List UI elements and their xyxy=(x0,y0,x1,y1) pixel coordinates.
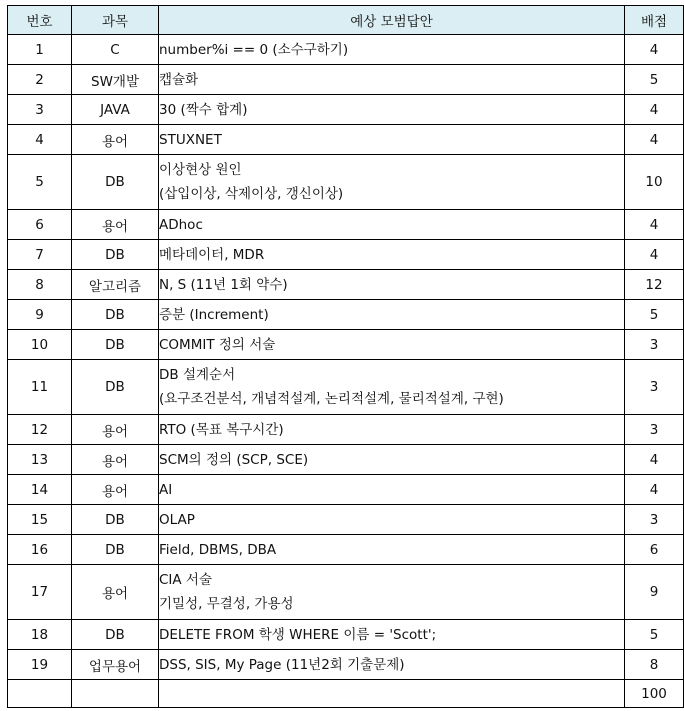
row-number: 15 xyxy=(8,505,72,535)
table-row xyxy=(8,270,684,300)
row-score: 5 xyxy=(625,65,684,95)
answer-line: SCM의 정의 (SCP, SCE) xyxy=(159,451,309,468)
row-subject: DB xyxy=(72,535,159,565)
row-score: 9 xyxy=(625,565,684,620)
row-number: 7 xyxy=(8,240,72,270)
table-row xyxy=(8,240,684,270)
row-subject: DB xyxy=(72,240,159,270)
row-number: 4 xyxy=(8,125,72,155)
row-answer xyxy=(159,505,625,535)
row-answer xyxy=(159,360,625,415)
row-answer xyxy=(159,35,625,65)
row-answer xyxy=(159,475,625,505)
row-answer xyxy=(159,210,625,240)
row-number: 9 xyxy=(8,300,72,330)
answer-line: DELETE FROM 학생 WHERE 이름 = 'Scott'; xyxy=(159,626,437,643)
row-score: 4 xyxy=(625,240,684,270)
answer-line: DSS, SIS, My Page (11년2회 기출문제) xyxy=(159,656,405,673)
row-number: 3 xyxy=(8,95,72,125)
header-subject: 과목 xyxy=(72,6,159,35)
row-number: 18 xyxy=(8,620,72,650)
row-score: 3 xyxy=(625,415,684,445)
total-row xyxy=(8,680,684,708)
answer-line: 30 (짝수 합계) xyxy=(159,101,248,118)
row-number: 19 xyxy=(8,650,72,680)
row-score: 4 xyxy=(625,35,684,65)
row-subject: SW개발 xyxy=(72,65,159,95)
answer-line: 캡슐화 xyxy=(159,71,199,88)
row-number: 2 xyxy=(8,65,72,95)
row-score: 5 xyxy=(625,620,684,650)
row-number: 6 xyxy=(8,210,72,240)
row-answer xyxy=(159,240,625,270)
answer-line: (삽입이상, 삭제이상, 갱신이상) xyxy=(159,186,344,202)
table-row xyxy=(8,65,684,95)
row-number: 14 xyxy=(8,475,72,505)
row-score: 3 xyxy=(625,505,684,535)
row-number: 8 xyxy=(8,270,72,300)
table-row xyxy=(8,535,684,565)
row-answer xyxy=(159,330,625,360)
header-score: 배점 xyxy=(625,6,684,35)
row-subject: JAVA xyxy=(72,95,159,125)
answer-line: RTO (목표 복구시간) xyxy=(159,421,284,438)
answer-line: 증분 (Increment) xyxy=(159,306,269,323)
table-row xyxy=(8,415,684,445)
row-subject: DB xyxy=(72,330,159,360)
row-score: 12 xyxy=(625,270,684,300)
answer-line: number%i == 0 (소수구하기) xyxy=(159,41,349,58)
row-answer xyxy=(159,95,625,125)
row-score: 4 xyxy=(625,445,684,475)
row-answer xyxy=(159,300,625,330)
row-score: 10 xyxy=(625,155,684,210)
row-answer xyxy=(159,620,625,650)
answer-line: ADhoc xyxy=(159,216,203,233)
table-row xyxy=(8,650,684,680)
row-score: 5 xyxy=(625,300,684,330)
row-subject: 용어 xyxy=(72,475,159,505)
answer-line: OLAP xyxy=(159,511,195,528)
row-score: 4 xyxy=(625,125,684,155)
row-answer xyxy=(159,415,625,445)
answer-table xyxy=(7,5,684,708)
table-row xyxy=(8,35,684,65)
answer-line: COMMIT 정의 서술 xyxy=(159,336,276,353)
row-subject: 용어 xyxy=(72,125,159,155)
row-number: 12 xyxy=(8,415,72,445)
row-answer xyxy=(159,650,625,680)
table-row xyxy=(8,620,684,650)
row-score: 3 xyxy=(625,360,684,415)
row-subject: 용어 xyxy=(72,415,159,445)
row-number: 11 xyxy=(8,360,72,415)
row-answer xyxy=(159,535,625,565)
row-number: 13 xyxy=(8,445,72,475)
row-subject: DB xyxy=(72,300,159,330)
total-subject-cell xyxy=(72,680,159,708)
total-answer-cell xyxy=(159,680,625,708)
row-subject: DB xyxy=(72,620,159,650)
row-subject: DB xyxy=(72,505,159,535)
row-number: 16 xyxy=(8,535,72,565)
table-row xyxy=(8,300,684,330)
table-row xyxy=(8,210,684,240)
table-row xyxy=(8,155,684,210)
answer-line: 메타데이터, MDR xyxy=(159,246,265,263)
row-answer xyxy=(159,155,625,210)
row-score: 4 xyxy=(625,210,684,240)
header-answer: 예상 모범답안 xyxy=(159,6,625,35)
row-number: 1 xyxy=(8,35,72,65)
row-score: 6 xyxy=(625,535,684,565)
row-subject: 알고리즘 xyxy=(72,270,159,300)
row-subject: 업무용어 xyxy=(72,650,159,680)
row-subject: 용어 xyxy=(72,210,159,240)
header-no: 번호 xyxy=(8,6,72,35)
row-subject: DB xyxy=(72,360,159,415)
answer-line: N, S (11년 1회 약수) xyxy=(159,276,288,293)
table-row xyxy=(8,445,684,475)
table-row xyxy=(8,125,684,155)
row-answer xyxy=(159,565,625,620)
row-number: 10 xyxy=(8,330,72,360)
row-answer xyxy=(159,125,625,155)
table-row xyxy=(8,505,684,535)
row-subject: C xyxy=(72,35,159,65)
answer-line: 기밀성, 무결성, 가용성 xyxy=(159,596,294,612)
row-score: 3 xyxy=(625,330,684,360)
table-row xyxy=(8,330,684,360)
total-no-cell xyxy=(8,680,72,708)
table-row xyxy=(8,565,684,620)
row-number: 5 xyxy=(8,155,72,210)
row-answer xyxy=(159,65,625,95)
table-row xyxy=(8,95,684,125)
row-answer xyxy=(159,270,625,300)
row-score: 4 xyxy=(625,95,684,125)
total-score: 100 xyxy=(625,680,684,708)
table-row xyxy=(8,475,684,505)
row-score: 4 xyxy=(625,475,684,505)
row-score: 8 xyxy=(625,650,684,680)
header-row xyxy=(8,6,684,35)
row-number: 17 xyxy=(8,565,72,620)
answer-line: AI xyxy=(159,481,173,498)
row-answer xyxy=(159,445,625,475)
answer-line: DB 설계순서 xyxy=(159,367,236,383)
answer-line: 이상현상 원인 xyxy=(159,162,242,178)
answer-line: CIA 서술 xyxy=(159,572,213,588)
row-subject: 용어 xyxy=(72,445,159,475)
answer-line: Field, DBMS, DBA xyxy=(159,541,277,558)
answer-line: (요구조건분석, 개념적설계, 논리적설계, 물리적설계, 구현) xyxy=(159,391,504,407)
row-subject: 용어 xyxy=(72,565,159,620)
table-row xyxy=(8,360,684,415)
answer-line: STUXNET xyxy=(159,131,222,148)
row-subject: DB xyxy=(72,155,159,210)
